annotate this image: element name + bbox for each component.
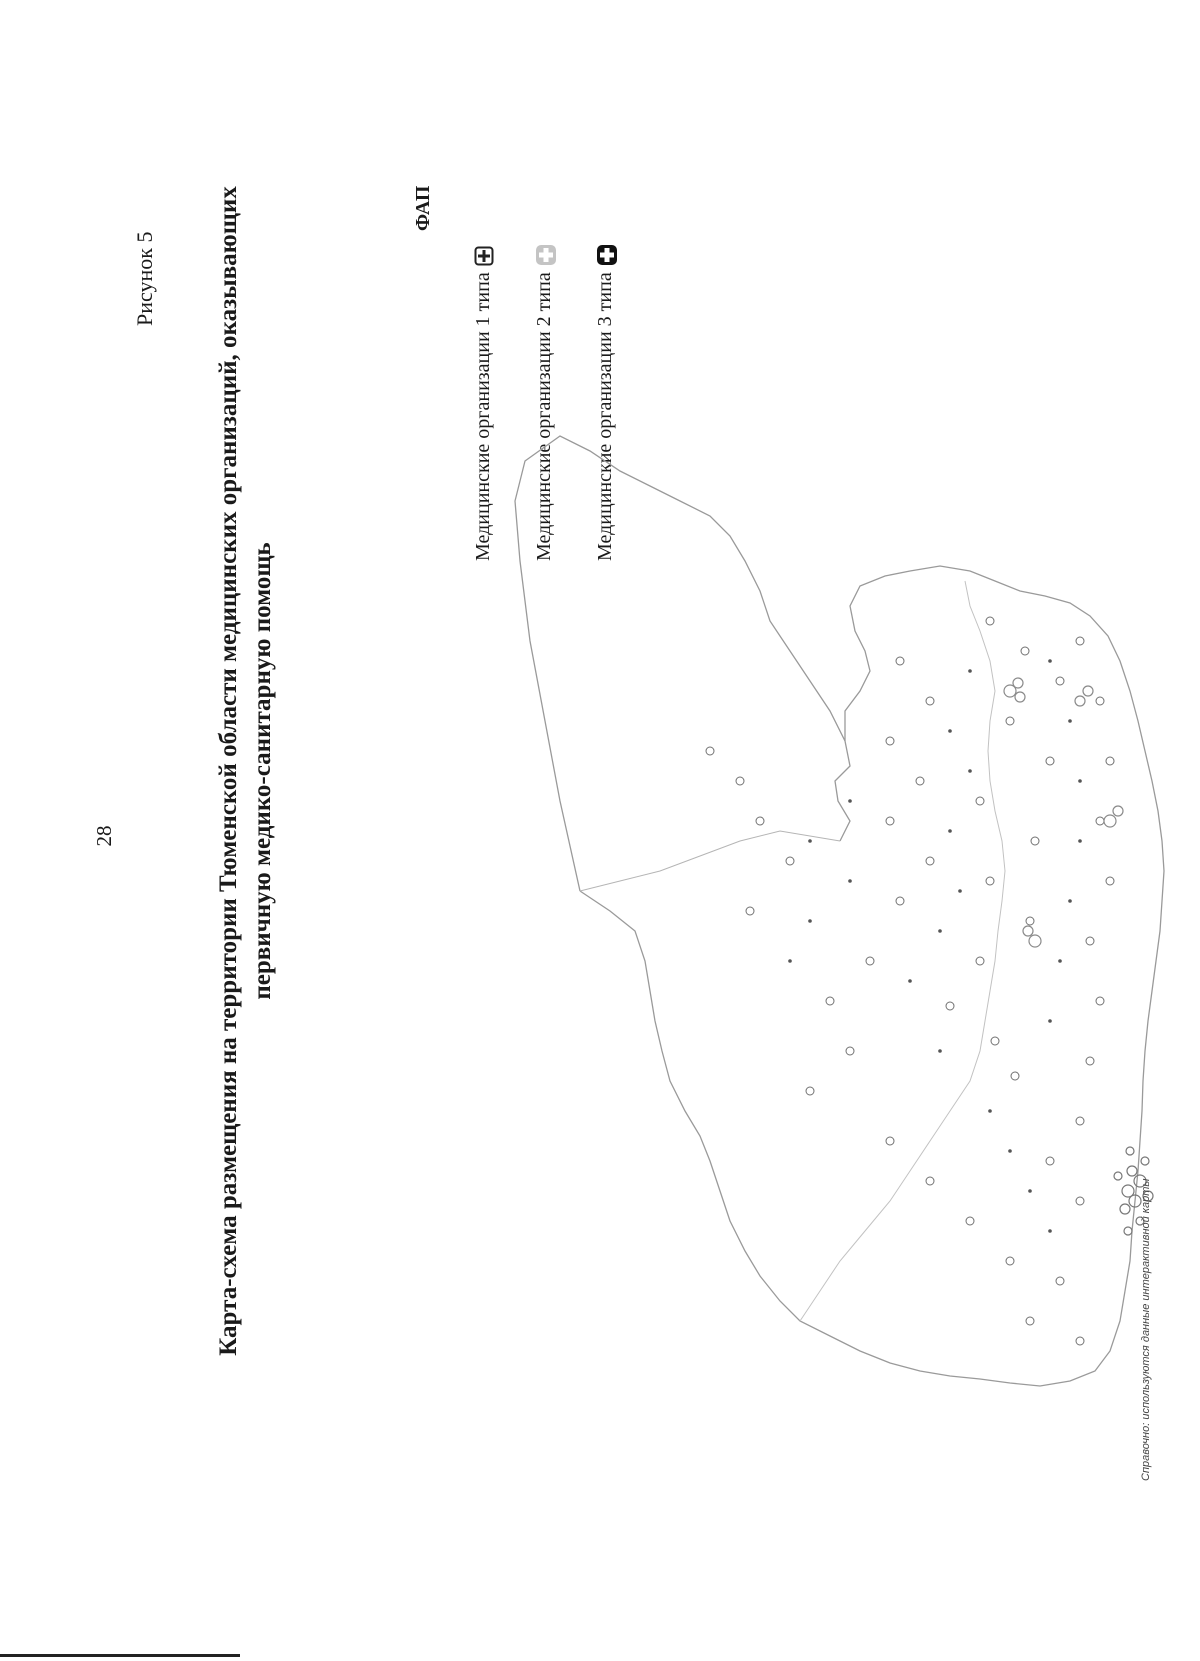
legend-item-label: Медицинские организации 2 типа <box>533 272 555 561</box>
district-boundary-khmao <box>580 831 840 891</box>
region-map <box>290 411 1190 1521</box>
figure-label: Рисунок 5 <box>132 231 157 326</box>
page-bottom-rule <box>0 1654 240 1657</box>
cross-box-icon <box>474 246 494 266</box>
district-boundary-south <box>800 581 1005 1321</box>
map-title <box>212 181 280 1361</box>
page-number: 28 <box>92 825 116 847</box>
region-outline-main <box>580 566 1164 1386</box>
legend-title: ФАП <box>412 185 434 231</box>
map-note: Справочно: используются данные интерактивной карты <box>1140 1178 1152 1481</box>
legend-item-label: Медицинские организации 3 типа <box>594 272 616 561</box>
legend-item-label: Медицинские организации 1 типа <box>472 272 494 561</box>
map-clusters <box>1004 678 1123 947</box>
region-outline-north <box>515 436 850 891</box>
cross-box-icon <box>596 246 616 266</box>
map-title-line-1: Карта-схема размещения на территории Тюменской области медицинских организаций, оказывающих <box>215 186 242 1356</box>
cross-box-icon <box>535 246 555 266</box>
map-title-line-2: первичную медико-санитарную помощь <box>249 542 276 1000</box>
